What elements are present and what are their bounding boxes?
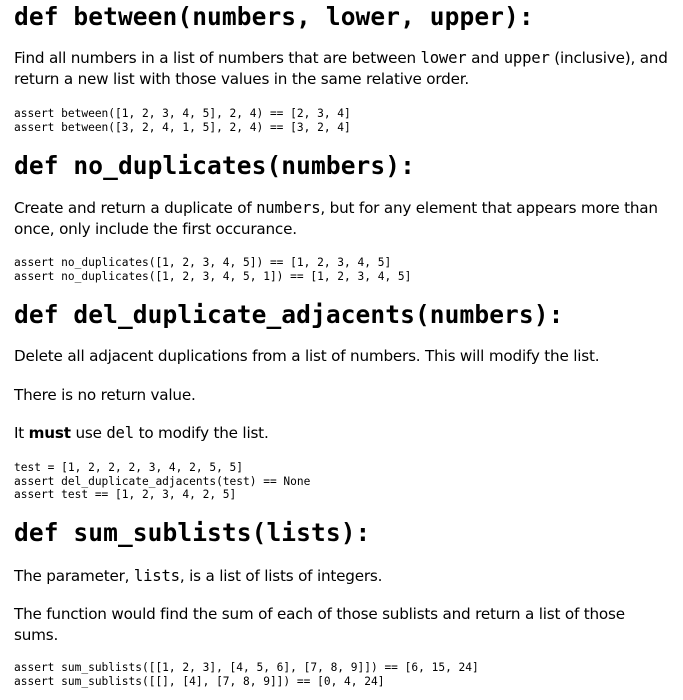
code-line: assert del_duplicate_adjacents(test) == None: [14, 474, 311, 488]
code-line: assert sum_sublists([[], [4], [7, 8, 9]]) == [0, 4, 24]: [14, 674, 385, 688]
code-line: assert sum_sublists([[1, 2, 3], [4, 5, 6], [7, 8, 9]]) == [6, 15, 24]: [14, 661, 479, 674]
code-line: assert between([3, 2, 4, 1, 5], 2, 4) == [3, 2, 4]: [14, 120, 351, 134]
code-line: assert test == [1, 2, 3, 4, 2, 5]: [14, 488, 237, 502]
code-line: test = [1, 2, 2, 2, 3, 4, 2, 5, 5]: [14, 461, 244, 474]
code-block: [14, 107, 351, 134]
function-signature: def between(numbers, lower, upper):: [14, 2, 534, 31]
function-description: Delete all adjacent duplications from a list of numbers. This will modify the list.: [14, 347, 600, 365]
description-text: , is a list of lists of integers.: [179, 567, 383, 585]
inline-code: upper: [503, 49, 550, 67]
code-block: [14, 461, 310, 502]
description-text: to modify the list.: [133, 424, 269, 442]
inline-code: lists: [133, 567, 180, 585]
code-block: [14, 256, 411, 283]
function-description: [14, 566, 382, 587]
code-line: assert no_duplicates([1, 2, 3, 4, 5]) == [1, 2, 3, 4, 5]: [14, 256, 392, 269]
description-text: (inclusive), and return a new list with those values in the same relative order.: [14, 49, 668, 88]
description-text: , but for any element that appears more than once, only include the first occurance.: [14, 199, 658, 238]
function-description: [14, 48, 669, 90]
function-signature: def sum_sublists(lists):: [14, 518, 371, 547]
description-text: Create and return a duplicate of: [14, 199, 257, 217]
description-text: and: [466, 49, 504, 67]
code-line: assert no_duplicates([1, 2, 3, 4, 5, 1]) == [1, 2, 3, 4, 5]: [14, 269, 412, 283]
function-note: The function would find the sum of each of those sublists and return a list of those sums.: [14, 605, 625, 644]
description-text: It: [14, 424, 29, 442]
description-text: Find all numbers in a list of numbers that are between: [14, 49, 421, 67]
code-block: [14, 661, 479, 688]
emphasis-text: must: [28, 424, 71, 442]
inline-code: lower: [420, 49, 467, 67]
inline-code: del: [106, 424, 134, 442]
function-signature: def del_duplicate_adjacents(numbers):: [14, 300, 564, 329]
code-line: assert between([1, 2, 3, 4, 5], 2, 4) == [2, 3, 4]: [14, 107, 351, 120]
description-text: The parameter,: [14, 567, 134, 585]
return-note: There is no return value.: [14, 386, 196, 404]
inline-code: numbers: [256, 199, 321, 217]
requirement-note: [14, 423, 269, 444]
function-description: [14, 198, 669, 240]
description-text: use: [70, 424, 107, 442]
function-signature: def no_duplicates(numbers):: [14, 151, 415, 180]
